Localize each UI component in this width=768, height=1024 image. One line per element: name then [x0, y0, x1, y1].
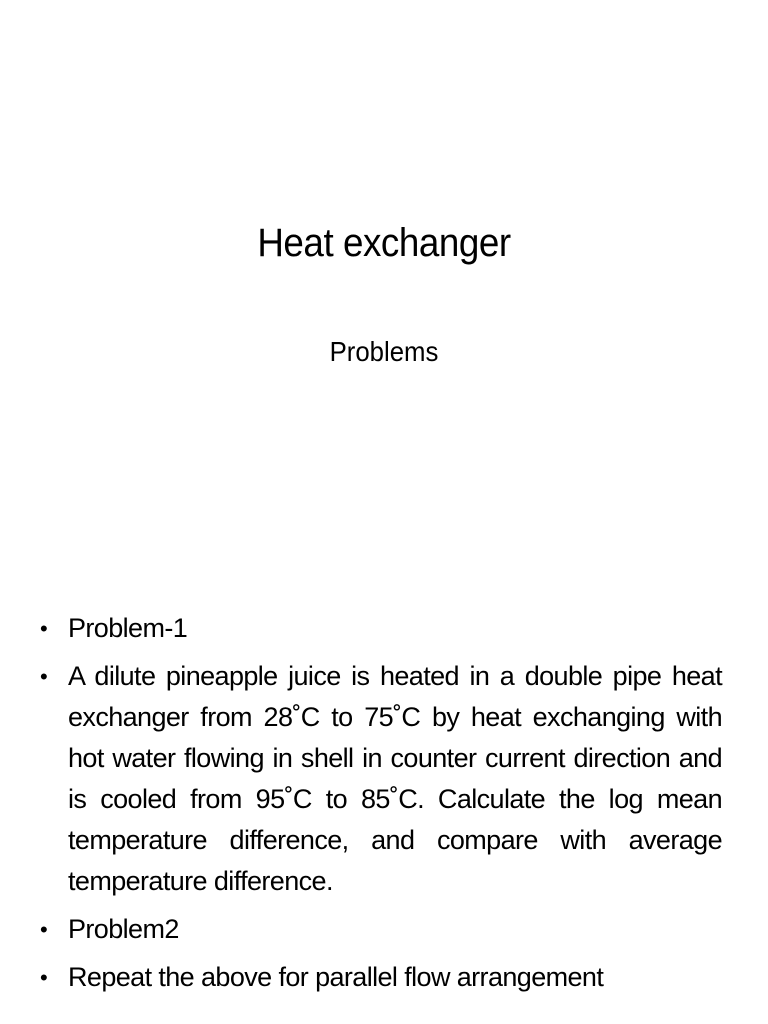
- content-slide: [0, 512, 768, 1024]
- bullet-icon: •: [40, 664, 48, 689]
- bullet-icon: •: [40, 965, 48, 990]
- bullet-text: Problem-1: [68, 613, 188, 643]
- bullet-item-problem-2-statement: [40, 957, 722, 998]
- bullet-text: A dilute pineapple juice is heated in a double pipe heat exchanger from 28˚C to 75˚C by heat exchanging with hot water flowing in shell in counter current direction and is cooled from 95˚C to 85˚C. Calculate the log mean temperature difference, and compare with average temperature difference.: [68, 661, 722, 896]
- bullet-item-problem-1-statement: [40, 656, 722, 902]
- page-subtitle: Problems: [329, 336, 439, 367]
- bullet-text: Repeat the above for parallel flow arrangement: [68, 962, 604, 992]
- bullet-text: Problem2: [68, 914, 179, 944]
- bullet-list: [40, 608, 722, 1005]
- bullet-icon: •: [40, 616, 48, 641]
- bullet-icon: •: [40, 917, 48, 942]
- bullet-item-problem-2: [40, 909, 722, 950]
- bullet-item-problem-1: [40, 608, 722, 649]
- page-title: Heat exchanger: [257, 221, 511, 265]
